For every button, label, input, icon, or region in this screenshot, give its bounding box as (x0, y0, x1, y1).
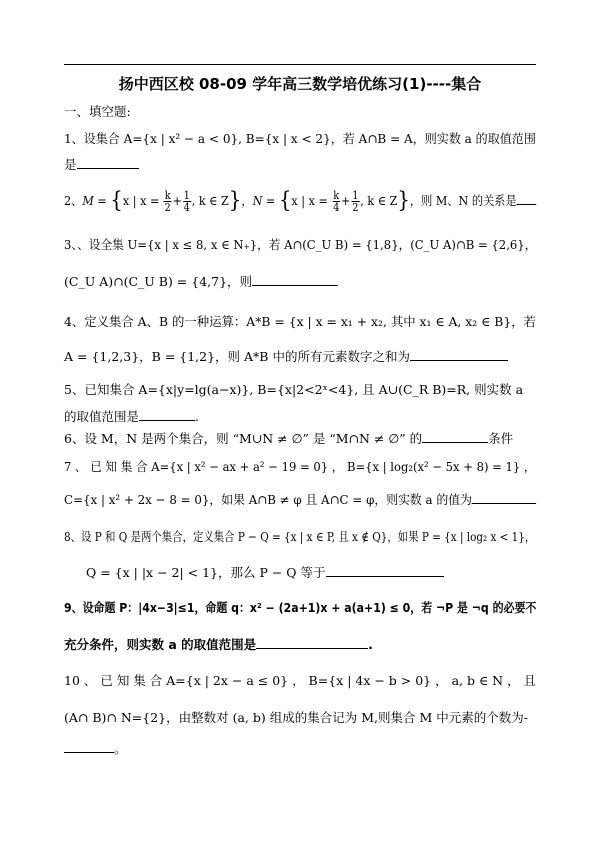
question-4-line-1: 4、定义集合 A、B 的一种运算：A*B = {x | x = x₁ + x₂, 其中 x₁ ∈ A, x₂ ∈ B}，若 (64, 314, 536, 329)
answer-blank-1[interactable] (77, 158, 139, 169)
question-8-line-2: Q = {x | |x − 2| < 1}，那么 P − Q 等于 (64, 565, 444, 581)
question-2: 2、M = {x | x = $\frac{k}{2}$ + $\frac{1}{4}$ , k ∈ Z}，N = {x | x = $\frac{k}{4}$ + $\frac{1}{2}$ , k ∈ Z}，则 M、N 的关系是 (64, 190, 536, 213)
page-title: 扬中西区校 08-09 学年高三数学培优练习(1)----集合 (118, 75, 482, 93)
answer-blank-2[interactable] (517, 194, 537, 205)
answer-blank-8[interactable] (326, 566, 444, 577)
question-1-line-1: 1、设集合 A={x | x² − a < 0}, B={x | x < 2}，若 A∩B = A，则实数 a 的取值范围 (64, 131, 536, 146)
question-5-line-2: 的取值范围是 . (64, 409, 199, 424)
question-5-line-1: 5、已知集合 A={x|y=lg(a−x)}, B={x|2<2ˣ<4}, 且 A∪(C_R B)=R, 则实数 a (64, 382, 524, 397)
question-4-line-2: A = {1,2,3}，B = {1,2}，则 A*B 中的所有元素数字之和为 (64, 349, 508, 365)
question-6: 6、设 M，N 是两个集合，则 “M∪N ≠ ∅” 是 “M∩N ≠ ∅” 的 条件 (64, 431, 514, 446)
question-10-line-1: 10 、 已 知 集 合 A={x | 2x − a ≤ 0} ， B={x | 4x − b > 0} ， a, b ∈ N ， 且 (64, 673, 537, 688)
question-7-line-2: C={x | x² + 2x − 8 = 0}，如果 A∩B ≠ φ 且 A∩C = φ，则实数 a 的值为 (64, 492, 536, 508)
question-3-line-1: 3、、设全集 U={x | x ≤ 8, x ∈ N₊}，若 A∩(C_U B) = {1,8}，(C_U A)∩B = {2,6}， (64, 237, 537, 252)
question-10-line-3: 。 (64, 741, 127, 757)
answer-blank-6[interactable] (422, 432, 488, 443)
answer-blank-7[interactable] (472, 493, 536, 504)
question-1-line-2 (64, 157, 139, 173)
answer-blank-9[interactable] (256, 638, 368, 649)
answer-blank-10[interactable] (64, 742, 114, 753)
section-heading: 一、填空题: (64, 104, 131, 119)
question-3-line-2: (C_U A)∩(C_U B) = {4,7}，则 (64, 274, 338, 290)
question-7-line-1: 7 、 已 知 集 合 A={x | x² − ax + a² − 19 = 0} ， B={x | log₂(x² − 5x + 8) = 1} ， (64, 459, 536, 474)
answer-blank-4[interactable] (410, 350, 508, 361)
question-9-line-1: 9、设命题 P：|4x−3|≤1，命题 q：x² − (2a+1)x + a(a+1) ≤ 0，若 ¬P 是 ¬q 的必要不 (64, 600, 537, 615)
header-rule (64, 64, 536, 65)
answer-blank-3[interactable] (252, 275, 338, 286)
question-1-continuation: 是 (64, 157, 77, 172)
question-10-line-2: (A∩ B)∩ N={2}，由整数对 (a, b) 组成的集合记为 M,则集合 M 中元素的个数为- (64, 710, 528, 725)
question-9-line-2: 充分条件，则实数 a 的取值范围是 . (64, 637, 373, 652)
answer-blank-5[interactable] (139, 410, 195, 421)
question-8-line-1: 8、设 P 和 Q 是两个集合，定义集合 P − Q = {x | x ∈ P, 且 x ∉ Q}，如果 P = {x | log₂ x < 1}， (64, 529, 536, 544)
